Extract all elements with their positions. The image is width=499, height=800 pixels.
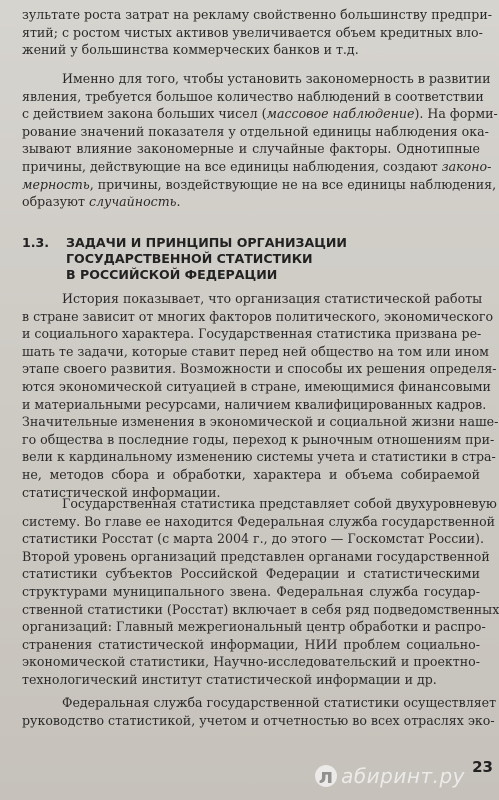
- text-line: Именно для того, чтобы установить закономерность в развитии: [62, 71, 491, 86]
- text-line: зывают влияние закономерные и случайные факторы. Однотипные: [22, 141, 480, 157]
- text-line: Федеральная служба государственной статистики осуществляет: [62, 695, 497, 710]
- section-title-line: ГОСУДАРСТВЕННОЙ СТАТИСТИКИ: [66, 251, 313, 266]
- paragraph-history: [22, 290, 499, 501]
- paragraph-two-level-system: [22, 495, 499, 689]
- text-line: в стране зависит от многих факторов политического, экономического: [22, 308, 494, 324]
- text-line: этапе своего развития. Возможности и способы их решения определя-: [22, 361, 497, 377]
- labirint-watermark: [315, 764, 465, 788]
- text-line: вели к кардинальному изменению системы учета и статистики в стра-: [22, 449, 496, 465]
- text-line: статистической информации.: [22, 484, 221, 500]
- text-line: статистики субъектов Российской Федерации и статистическими: [22, 566, 480, 582]
- text-line: го общества в последние годы, переход к рыночным отношениям при-: [22, 431, 495, 447]
- text-line: явления, требуется большое количество наблюдений в соответствии: [22, 88, 484, 104]
- text-line: мерность, причины, воздействующие не на все единицы наблюдения,: [22, 176, 497, 192]
- text-line: рование значений показателя у отдельной единицы наблюдения ока-: [22, 123, 489, 139]
- paragraph-mass-observation: [22, 70, 498, 211]
- text-line: технологический институт статистической информации и др.: [22, 671, 437, 687]
- text-line: странения статистической информации, НИИ проблем социально-: [22, 636, 480, 652]
- section-number: 1.3.: [22, 235, 50, 250]
- text-line: образуют случайность.: [22, 194, 181, 210]
- text-line: шать те задачи, которые ставит перед ней общество на том или ином: [22, 343, 489, 359]
- text-line: структурами муниципального звена. Федеральная служба государ-: [22, 583, 480, 599]
- text-line: с действием закона больших чисел (массовое наблюдение). На форми-: [22, 106, 498, 122]
- text-line: экономической статистики, Научно-исследовательский и проектно-: [22, 654, 480, 670]
- text-line: и социального характера. Государственная статистика призвана ре-: [22, 326, 482, 342]
- text-line: систему. Во главе ее находится Федеральная служба государственной: [22, 513, 496, 529]
- text-line: История показывает, что организация статистической работы: [62, 291, 483, 306]
- text-line: ственной статистики (Росстат) включает в себя ряд подведомственных: [22, 601, 499, 617]
- labirint-logo-icon: л: [315, 765, 337, 787]
- watermark-text: абиринт.ру: [341, 764, 465, 788]
- text-line: причины, действующие на все единицы наблюдения, создают законо-: [22, 158, 492, 174]
- paragraph-continuation: [22, 6, 492, 59]
- section-title-line: ЗАДАЧИ И ПРИНЦИПЫ ОРГАНИЗАЦИИ: [66, 235, 347, 250]
- text-line: ются экономической ситуацией в стране, имеющимися финансовыми: [22, 378, 491, 394]
- text-line: статистики Росстат (с марта 2004 г., до этого — Госкомстат России).: [22, 531, 484, 547]
- section-title: [66, 235, 347, 283]
- text-line: Значительные изменения в экономической и социальной жизни наше-: [22, 414, 499, 430]
- text-line: зультате роста затрат на рекламу свойственно большинству предпри-: [22, 7, 492, 22]
- text-line: руководство статистикой, учетом и отчетностью во всех отраслях эко-: [22, 712, 495, 728]
- paragraph-federal-service: [22, 694, 497, 729]
- text-line: Государственная статистика представляет собой двухуровневую: [62, 496, 497, 511]
- text-line: организаций: Главный межрегиональный центр обработки и распро-: [22, 619, 486, 635]
- text-line: Второй уровень организаций представлен органами государственной: [22, 548, 490, 564]
- text-line: и материальными ресурсами, наличием квалифицированных кадров.: [22, 396, 487, 412]
- text-line: не, методов сбора и обработки, характера и объема собираемой: [22, 466, 480, 482]
- page-number: 23: [472, 758, 493, 776]
- text-line: жений у большинства коммерческих банков и т.д.: [22, 42, 359, 58]
- section-title-line: В РОССИЙСКОЙ ФЕДЕРАЦИИ: [66, 267, 278, 282]
- text-line: ятий; с ростом чистых активов увеличивается объем кредитных вло-: [22, 24, 483, 40]
